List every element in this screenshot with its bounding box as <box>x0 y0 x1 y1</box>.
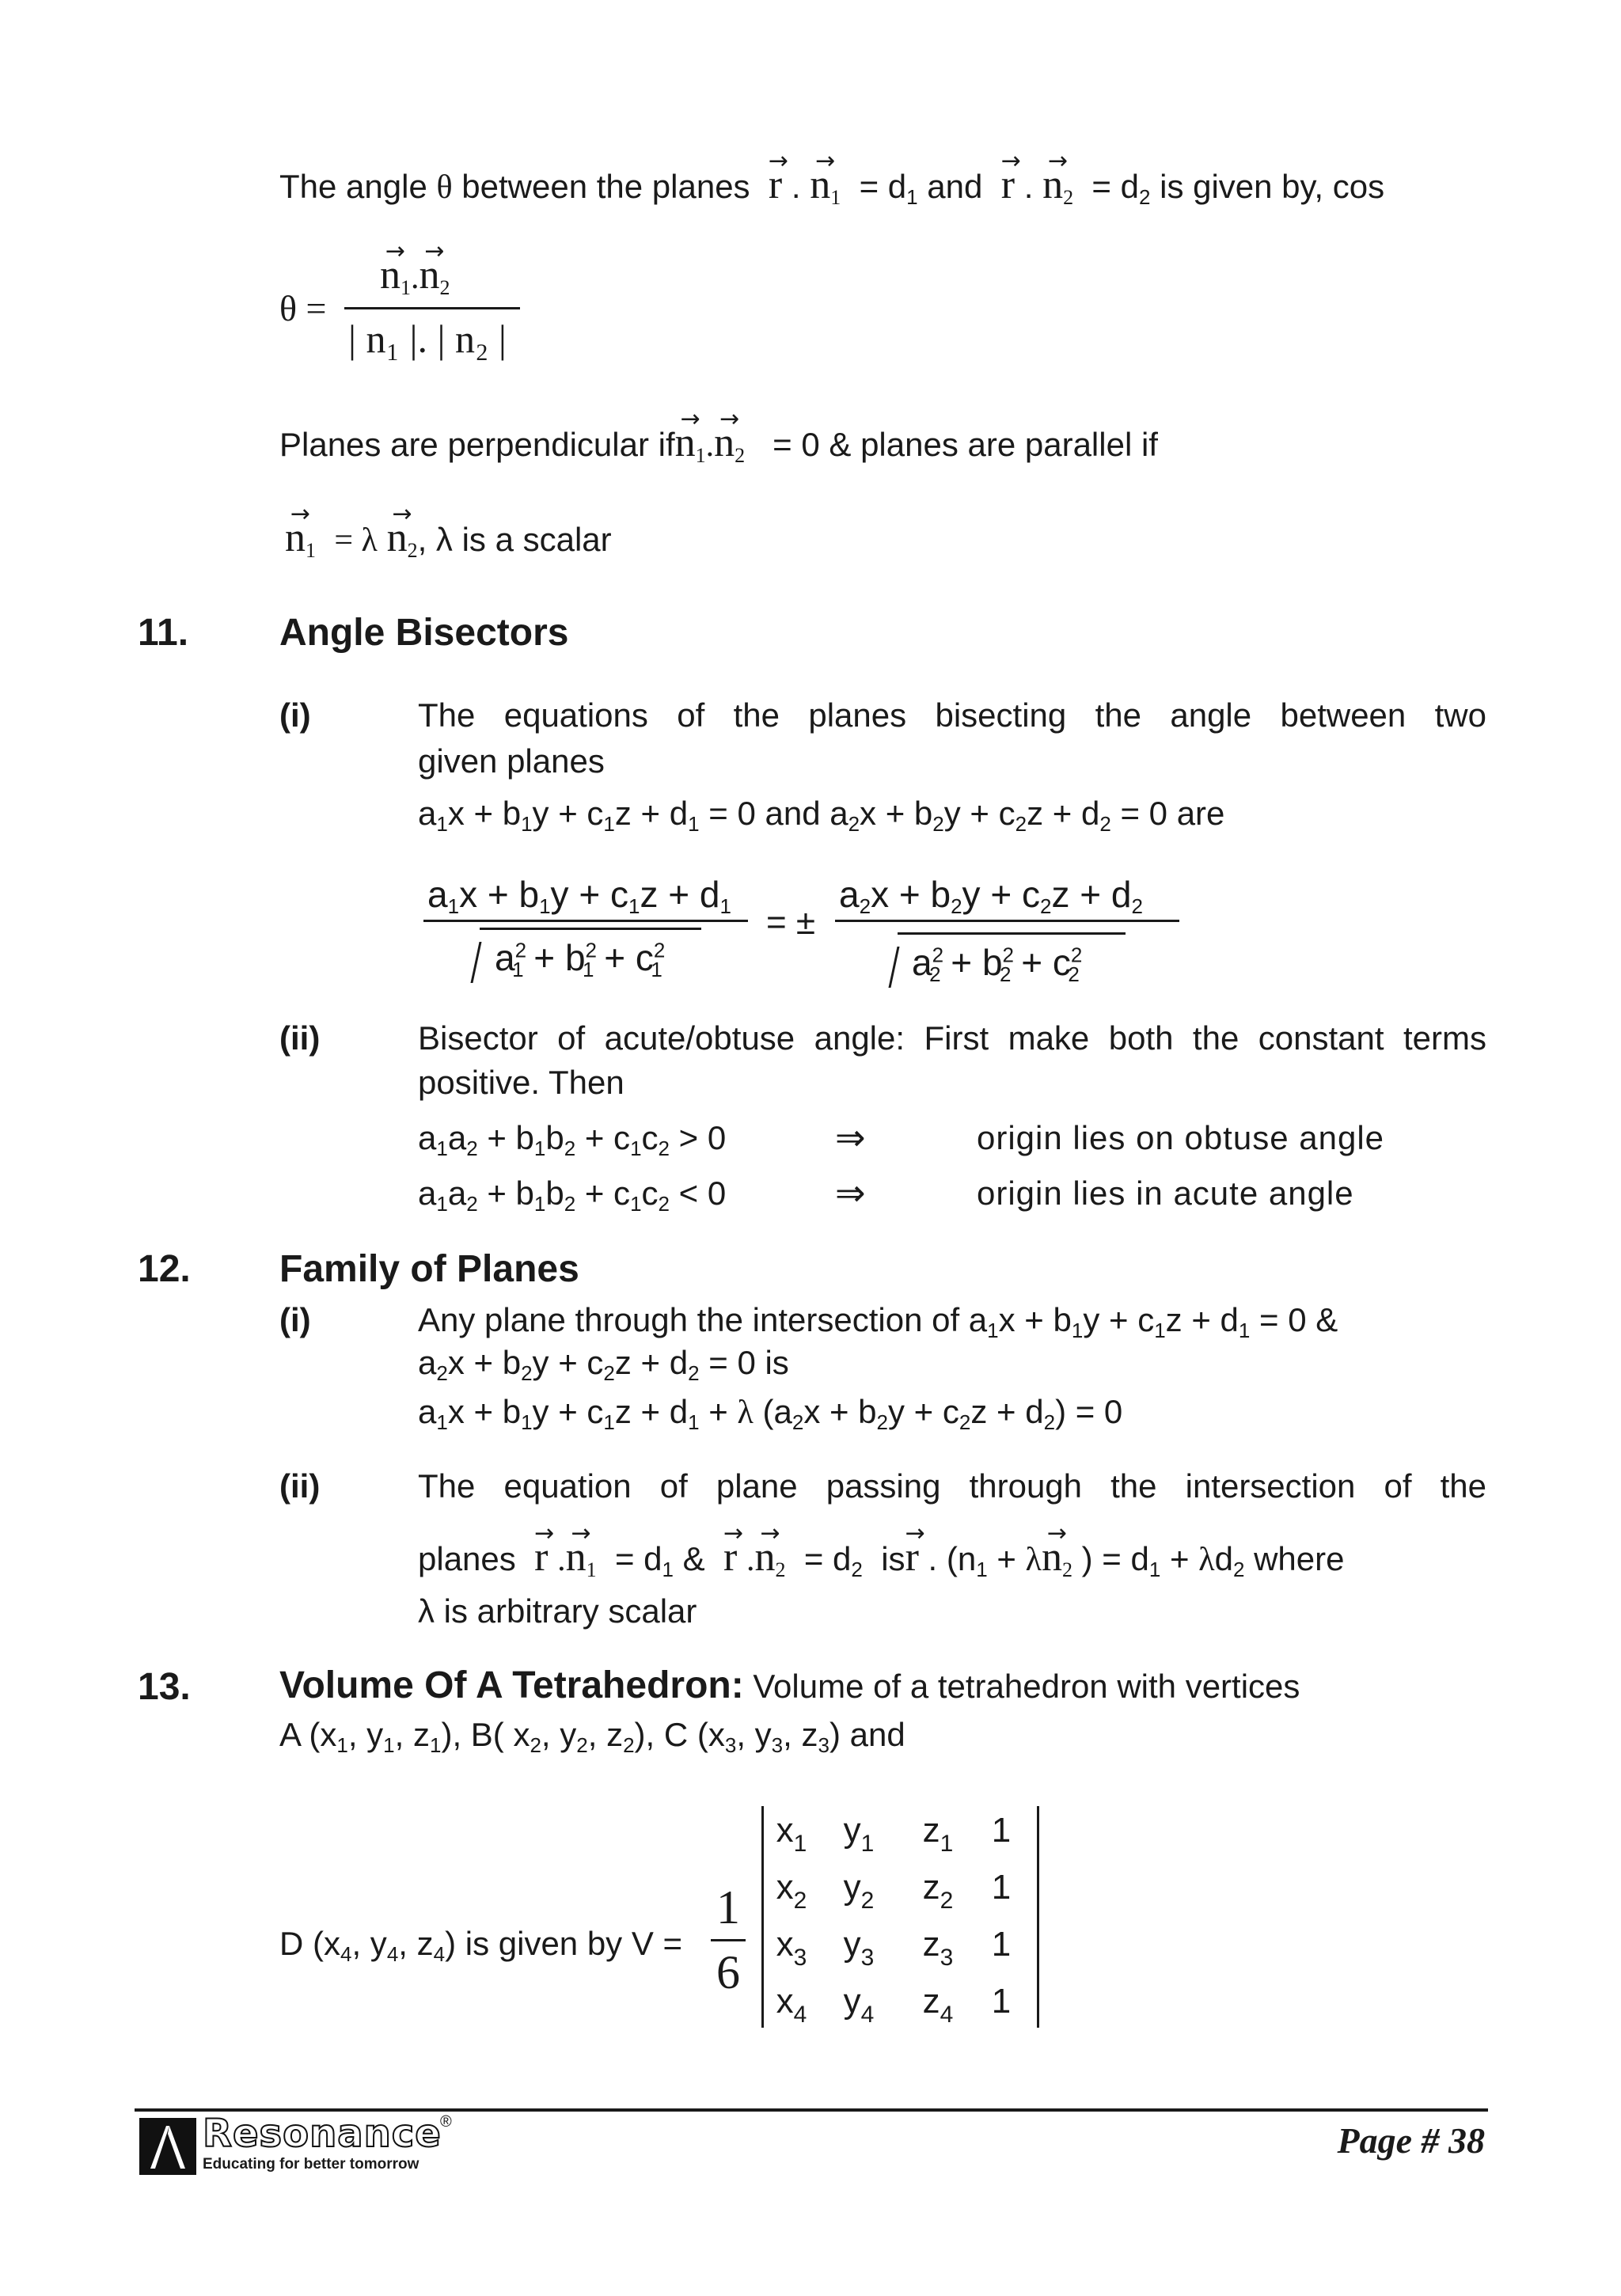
sqrt-sign <box>888 947 899 988</box>
cos-fraction-numerator: → $n_1.\to n_2$ <box>380 253 450 300</box>
sqrt-bar <box>898 932 1126 935</box>
family-second-plane: $a_2x + b_2y + c_2z + d_2 = 0$ is <box>418 1344 789 1385</box>
bisector-numerator-1: $a_1x + b_1y + c_1z + d_1$ <box>427 874 731 918</box>
fraction-bar <box>344 307 520 309</box>
vector-n2: → $n_2$ <box>1042 163 1073 207</box>
matrix-cell: 1 <box>991 1982 1012 2021</box>
fraction-bar <box>423 920 748 922</box>
matrix-cell: 1 <box>991 1925 1012 1964</box>
matrix-cell: $z_1$ <box>922 1811 954 1857</box>
sqrt-sign <box>470 942 481 983</box>
parallel-condition: → $n_1 = \lambda \to n_2$, λ is a scalar <box>285 516 612 563</box>
matrix-cell: 1 <box>991 1868 1012 1907</box>
resonance-brand: Resonance <box>203 2112 442 2156</box>
bisector-description-cont: given planes <box>418 742 605 780</box>
determinant-matrix <box>760 1805 1045 2034</box>
implies-arrow: ⇒ <box>835 1118 866 1158</box>
vector-n1: → $n_1$ <box>810 163 841 207</box>
sqrt-bar <box>480 928 701 930</box>
page-number: Page # 38 <box>1337 2120 1485 2161</box>
cos-fraction-denominator: | n₁ |. | n₂ | <box>348 317 507 361</box>
section-title-family-of-planes: Family of Planes <box>279 1248 579 1290</box>
vector-r: → r <box>769 163 782 207</box>
condition-obtuse: $a_1a_2 + b_1b_2 + c_1c_2 > 0$ <box>418 1119 727 1160</box>
matrix-cell: 1 <box>991 1811 1012 1850</box>
item-label: (i) <box>279 696 311 734</box>
family-equation: $a_1x + b_1y + c_1z + d_1 + \lambda$ $(a_2x + b_2y + c_2z + d_2) = 0$ <box>418 1393 1123 1434</box>
family-description: Any plane through the intersection of $a_1x + b_1y + c_1z + d_1 = 0$ & <box>418 1301 1338 1342</box>
section-number-11: 11. <box>138 612 189 654</box>
bisector-description: The equations of the planes bisecting the angle between two <box>418 696 1486 734</box>
fraction-bar <box>835 920 1179 922</box>
matrix-cell: $z_3$ <box>922 1925 954 1971</box>
implies-arrow: ⇒ <box>835 1173 866 1213</box>
fraction-denominator: 6 <box>716 1946 740 1998</box>
matrix-cell: $x_2$ <box>776 1868 807 1914</box>
registered-mark: ® <box>440 2113 452 2131</box>
section-number-13: 13. <box>138 1666 191 1708</box>
item-label: (i) <box>279 1301 311 1338</box>
matrix-cell: $x_3$ <box>776 1925 807 1971</box>
resonance-tagline: Educating for better tomorrow <box>203 2156 419 2173</box>
matrix-cell: $y_4$ <box>843 1982 875 2028</box>
bisector-denominator-1: $a^2_1 + b^2_1 + c^2_1$ <box>495 937 666 981</box>
fraction-bar <box>711 1939 746 1941</box>
matrix-cell: $y_1$ <box>843 1811 875 1857</box>
vector-family-description: The equation of plane passing through the intersection of the <box>418 1467 1486 1505</box>
tetrahedron-heading-line: Volume Of A Tetrahedron: Volume of a tetrahedron with vertices <box>279 1664 1300 1706</box>
matrix-cell: $x_1$ <box>776 1811 807 1857</box>
resonance-logo-icon <box>139 2118 196 2175</box>
section-number-12: 12. <box>138 1248 191 1290</box>
tetrahedron-vertices: A ($x_1$, $y_1$, $z_1$), B( $x_2$, $y_2$, $z_2$), C ($x_3$, $y_3$, $z_3$) and <box>279 1716 905 1757</box>
vector-family-equation: planes → r .→ $n_1 = d_1$ & → r .→ $n_2 = d_2$ is→ r . ($n_1 + \lambda\to n_2$ ) = $d_1 + \lambda d_2$ where <box>418 1535 1344 1582</box>
fraction-numerator: 1 <box>716 1881 740 1934</box>
acute-obtuse-description-cont: positive. Then <box>418 1064 624 1101</box>
angle-between-planes-line: The angle θ between the planes → r . → $n_1 = d_1$ and → r . → $n_2 = d_2$ is given by, cos <box>279 163 1384 210</box>
two-plane-equations: $a_1x + b_1y + c_1z + d_1 = 0$ and $a_2x + b_2y + c_2z + d_2 = 0$ are <box>418 795 1225 836</box>
matrix-cell: $z_2$ <box>922 1868 954 1914</box>
perpendicular-condition: Planes are perpendicular $if\to n_1.\to n_2$ = 0 & planes are parallel if <box>279 421 1158 468</box>
arbitrary-scalar-note: λ is arbitrary scalar <box>418 1592 697 1630</box>
theta-equals: θ = <box>279 288 327 328</box>
matrix-cell: $y_3$ <box>843 1925 875 1971</box>
bisector-numerator-2: $a_2x + b_2y + c_2z + d_2$ <box>839 874 1143 918</box>
bisector-denominator-2: $a^2_2 + b^2_2 + c^2_2$ <box>912 942 1083 986</box>
item-label: (ii) <box>279 1467 321 1505</box>
matrix-cell: $y_2$ <box>843 1868 875 1914</box>
section-title-tetrahedron: Volume Of A Tetrahedron <box>279 1664 731 1706</box>
section-title-angle-bisectors: Angle Bisectors <box>279 612 569 654</box>
plus-minus-sign: = ± <box>766 903 816 942</box>
volume-formula-label: D ($x_4$, $y_4$, $z_4$) is given by V = <box>279 1925 683 1966</box>
vector-r: → r <box>1001 163 1015 207</box>
matrix-cell: $z_4$ <box>922 1982 954 2028</box>
obtuse-result: origin lies on obtuse angle <box>977 1119 1385 1156</box>
acute-obtuse-description: Bisector of acute/obtuse angle: First make both the constant terms <box>418 1019 1486 1057</box>
item-label: (ii) <box>279 1019 321 1057</box>
matrix-cell: $x_4$ <box>776 1982 807 2028</box>
condition-acute: $a_1a_2 + b_1b_2 + c_1c_2 < 0$ <box>418 1175 727 1216</box>
acute-result: origin lies in acute angle <box>977 1175 1354 1212</box>
